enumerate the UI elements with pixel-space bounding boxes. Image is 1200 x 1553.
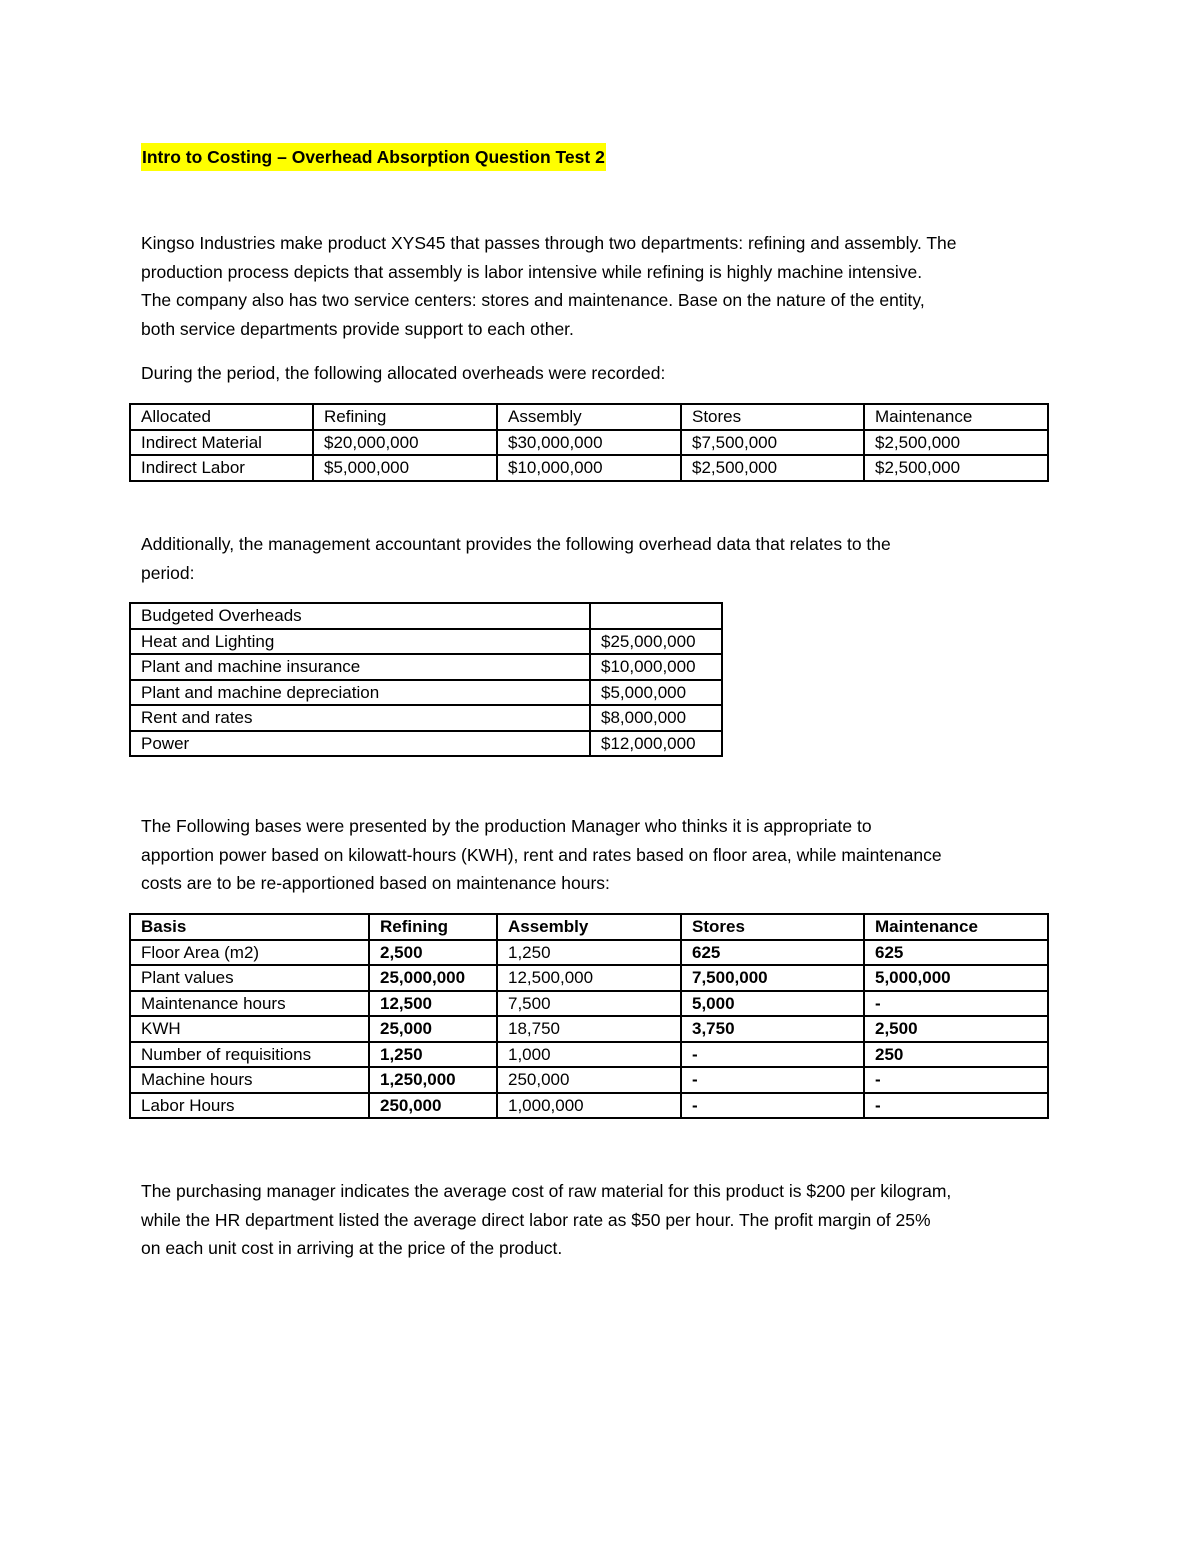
table-cell: $2,500,000 [864,455,1048,481]
table-cell: 25,000 [369,1016,497,1042]
table-header-cell [590,603,722,629]
table-cell: Number of requisitions [130,1042,369,1068]
table-row [130,991,1048,1017]
table-cell: 7,500 [497,991,681,1017]
table-cell: $12,000,000 [590,731,722,757]
table-row [130,654,722,680]
table-cell: $20,000,000 [313,430,497,456]
table-cell: 1,000 [497,1042,681,1068]
table-cell: $25,000,000 [590,629,722,655]
table-cell: 1,250 [497,940,681,966]
table-cell: 2,500 [864,1016,1048,1042]
table-cell: 2,500 [369,940,497,966]
table-row [130,455,1048,481]
table-cell: 1,000,000 [497,1093,681,1119]
table-cell: Plant and machine depreciation [130,680,590,706]
table-cell: Plant and machine insurance [130,654,590,680]
intro-line: production process depicts that assembly is labor intensive while refining is highly machine intensive. [141,261,923,282]
table-header-cell: Refining [313,404,497,430]
table-cell: 25,000,000 [369,965,497,991]
intro-paragraph [141,229,957,343]
table-header-row [130,914,1048,940]
table-header-cell: Stores [681,404,864,430]
table-cell: - [681,1067,864,1093]
table-row [130,1093,1048,1119]
table-cell: 7,500,000 [681,965,864,991]
table-cell: Floor Area (m2) [130,940,369,966]
table-cell: 1,250 [369,1042,497,1068]
table-row [130,1042,1048,1068]
table-cell: Indirect Material [130,430,313,456]
table-row [130,731,722,757]
table-cell: 5,000,000 [864,965,1048,991]
table-cell: 3,750 [681,1016,864,1042]
closing-paragraph: The purchasing manager indicates the average cost of raw material for this product is $200 per kilogram, while the HR department listed the average direct labor rate as $50 per hour. The profit margin of 25% on each unit cost in arriving at the price of the product. [141,1181,952,1258]
table-header-cell: Stores [681,914,864,940]
page-title: Intro to Costing – Overhead Absorption Question Test 2 [141,143,606,171]
table-cell: 18,750 [497,1016,681,1042]
table-row [130,430,1048,456]
table-cell: - [864,1093,1048,1119]
table-cell: $8,000,000 [590,705,722,731]
intro-line: both service departments provide support to each other. [141,318,574,339]
table-header-cell: Assembly [497,914,681,940]
table-cell: 625 [864,940,1048,966]
table-header-row [130,603,722,629]
table-cell: $5,000,000 [313,455,497,481]
table-row [130,1067,1048,1093]
table-row [130,629,722,655]
table-cell: 250,000 [497,1067,681,1093]
table-header-row [130,404,1048,430]
table-cell: Rent and rates [130,705,590,731]
bases-intro: The Following bases were presented by the production Manager who thinks it is appropriate to apportion power based on kilowatt-hours (KWH), rent and rates based on floor area, while maintenance costs are to be re-apportioned based on maintenance hours: [141,816,942,893]
intro-line: Kingso Industries make product XYS45 that passes through two departments: refining and assembly. The [141,233,957,253]
table-row [130,940,1048,966]
table-header-cell: Basis [130,914,369,940]
table-cell: - [864,991,1048,1017]
table-cell: - [681,1093,864,1119]
table-cell: 12,500 [369,991,497,1017]
table-cell: - [681,1042,864,1068]
table-header-cell: Maintenance [864,914,1048,940]
basis-table [129,913,1049,1119]
intro-line: The company also has two service centers: stores and maintenance. Base on the nature of the entity, [141,290,925,310]
table-header-cell: Assembly [497,404,681,430]
table-row [130,1016,1048,1042]
table-cell: 250 [864,1042,1048,1068]
table-cell: $2,500,000 [681,455,864,481]
table-row [130,965,1048,991]
table-cell: $5,000,000 [590,680,722,706]
table-cell: $10,000,000 [497,455,681,481]
table-cell: 1,250,000 [369,1067,497,1093]
table-header-cell: Allocated [130,404,313,430]
table-cell: Labor Hours [130,1093,369,1119]
table-cell: 250,000 [369,1093,497,1119]
allocated-table [129,403,1049,482]
table-cell: $7,500,000 [681,430,864,456]
table-row [130,680,722,706]
table-cell: Plant values [130,965,369,991]
table-cell: Heat and Lighting [130,629,590,655]
table-cell: 12,500,000 [497,965,681,991]
table-cell: $10,000,000 [590,654,722,680]
table-cell: 625 [681,940,864,966]
allocated-intro: During the period, the following allocated overheads were recorded: [141,363,666,383]
table-row [130,705,722,731]
table-cell: $2,500,000 [864,430,1048,456]
table-cell: Machine hours [130,1067,369,1093]
table-cell: 5,000 [681,991,864,1017]
table-cell: Maintenance hours [130,991,369,1017]
table-cell: $30,000,000 [497,430,681,456]
table-header-cell: Maintenance [864,404,1048,430]
table-header-cell: Refining [369,914,497,940]
table-cell: Power [130,731,590,757]
table-cell: KWH [130,1016,369,1042]
table-header-cell: Budgeted Overheads [130,603,590,629]
table-cell: Indirect Labor [130,455,313,481]
budget-table [129,602,723,757]
table-cell: - [864,1067,1048,1093]
overhead-intro: Additionally, the management accountant provides the following overhead data that relates to the period: [141,534,891,583]
